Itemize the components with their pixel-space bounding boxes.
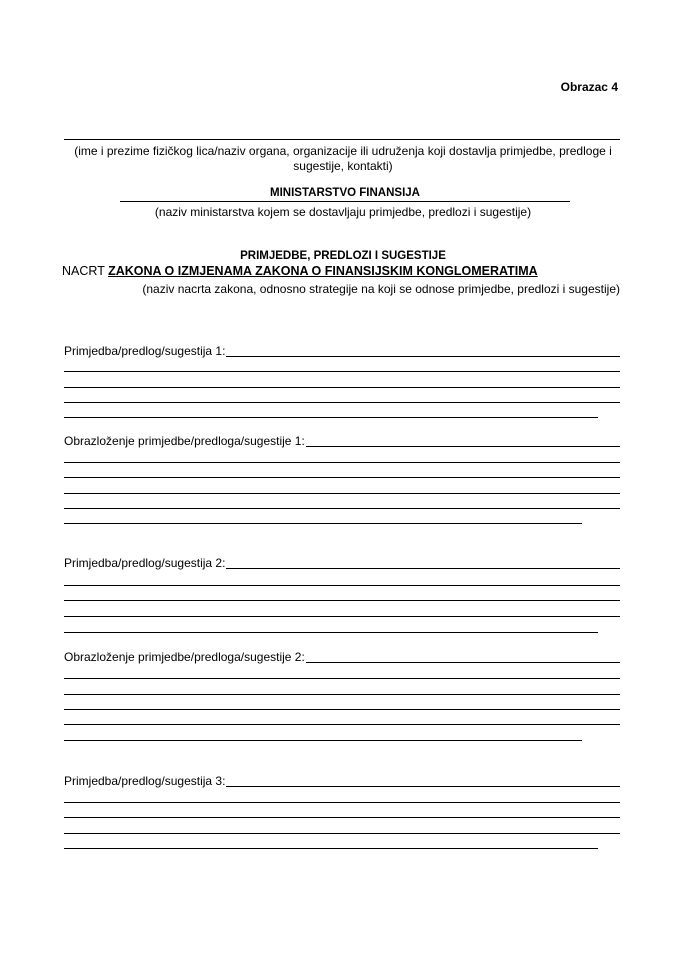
field-1-line-5[interactable]	[64, 417, 598, 418]
field-3-line-3[interactable]	[64, 600, 620, 601]
field-5-label: Primjedba/predlog/sugestija 3:	[64, 774, 226, 788]
field-4-line-4[interactable]	[64, 709, 620, 710]
field-2-line-6[interactable]	[64, 523, 582, 524]
field-5-line-5[interactable]	[64, 848, 598, 849]
field-3-line-5[interactable]	[64, 632, 598, 633]
field-2-line-5[interactable]	[64, 508, 620, 509]
ministry-caption: (naziv ministarstva kojem se dostavljaju primjedbe, predlozi i sugestije)	[154, 205, 532, 219]
document-title: PRIMJEDBE, PREDLOZI I SUGESTIJE	[240, 250, 446, 262]
ministry-name: MINISTARSTVO FINANSIJA	[270, 187, 420, 199]
field-2-line-2[interactable]	[64, 462, 620, 463]
law-name: ZAKONA O IZMJENAMA ZAKONA O FINANSIJSKIM KONGLOMERATIMA	[108, 264, 538, 278]
submitter-caption: (ime i prezime fizičkog lica/naziv organa, organizacije ili udruženja koji dostavlja primjedbe, predloge i sugestije, kontakti)	[74, 144, 612, 173]
field-1-line-2[interactable]	[64, 371, 620, 372]
submitter-line[interactable]	[64, 139, 620, 140]
law-title	[62, 264, 538, 278]
field-4-line-3[interactable]	[64, 694, 620, 695]
field-5-line-3[interactable]	[64, 817, 620, 818]
ministry-line	[120, 201, 570, 202]
field-4-label: Obrazloženje primjedbe/predloga/sugestije 2:	[64, 650, 305, 664]
law-caption: (naziv nacrta zakona, odnosno strategije na koji se odnose primjedbe, predlozi i sugestije)	[142, 282, 620, 296]
field-5-line-4[interactable]	[64, 833, 620, 834]
field-4-line-2[interactable]	[64, 678, 620, 679]
field-3-line-4[interactable]	[64, 616, 620, 617]
form-number: Obrazac 4	[560, 80, 618, 94]
field-2-line-4[interactable]	[64, 493, 620, 494]
field-4-line-5[interactable]	[64, 724, 620, 725]
field-5-line-2[interactable]	[64, 802, 620, 803]
field-3-label: Primjedba/predlog/sugestija 2:	[64, 556, 226, 570]
law-prefix: NACRT	[62, 264, 109, 278]
field-3-line-2[interactable]	[64, 585, 620, 586]
field-1-line-4[interactable]	[64, 402, 620, 403]
field-2-line-3[interactable]	[64, 477, 620, 478]
field-1-label: Primjedba/predlog/sugestija 1:	[64, 344, 226, 358]
field-4-line-6[interactable]	[64, 740, 582, 741]
field-2-label: Obrazloženje primjedbe/predloga/sugestije 1:	[64, 434, 305, 448]
field-1-line-3[interactable]	[64, 387, 620, 388]
